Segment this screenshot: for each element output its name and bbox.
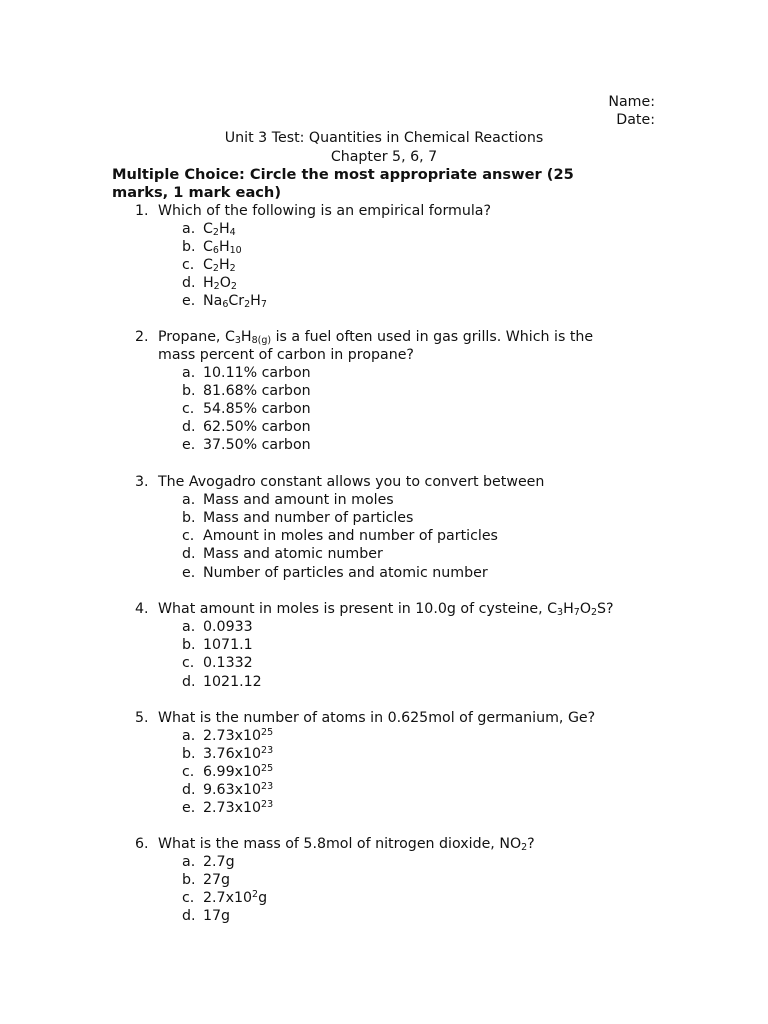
option-letter: b. <box>182 746 196 762</box>
option-text: 1071.1 <box>203 637 253 653</box>
option-letter: d. <box>182 419 196 435</box>
option-text: Mass and number of particles <box>203 510 414 526</box>
option-letter: c. <box>182 528 195 544</box>
option-letter: b. <box>182 637 196 653</box>
option-letter: b. <box>182 510 196 526</box>
option-letter: e. <box>182 800 196 816</box>
option-value: $9.63x10^{23}$ <box>203 781 274 798</box>
option-text: Mass and amount in moles <box>203 492 394 508</box>
option-text: 81.68% carbon <box>203 383 311 399</box>
option-letter: d. <box>182 674 196 690</box>
option-text: 17g <box>203 908 231 924</box>
option-text: 0.0933 <box>203 619 253 635</box>
option-letter: a. <box>182 221 196 237</box>
option-letter: b. <box>182 239 196 255</box>
option-value: $3.76x10^{23}$ <box>203 745 274 762</box>
option-letter: d. <box>182 275 196 291</box>
option-letter: c. <box>182 764 195 780</box>
section-heading-line-1: Multiple Choice: Circle the most appropriate answer (25 <box>112 166 574 183</box>
option-text: 54.85% carbon <box>203 401 311 417</box>
option-text: 1021.12 <box>203 674 262 690</box>
option-letter: d. <box>182 546 196 562</box>
option-text: Amount in moles and number of particles <box>203 528 498 544</box>
option-formula: $H_2O_2$ <box>203 275 237 292</box>
option-letter: c. <box>182 401 195 417</box>
test-title: Unit 3 Test: Quantities in Chemical Reactions <box>224 130 544 146</box>
question-number: 1. <box>135 203 149 219</box>
option-letter: e. <box>182 437 196 453</box>
option-letter: a. <box>182 728 196 744</box>
option-letter: a. <box>182 492 196 508</box>
option-letter: a. <box>182 854 196 870</box>
option-letter: a. <box>182 365 196 381</box>
student-info-header <box>608 93 655 129</box>
option-letter: b. <box>182 872 196 888</box>
section-heading <box>112 166 612 202</box>
option-value: $6.99x10^{25}$ <box>203 763 274 780</box>
name-label: Name: <box>608 94 655 110</box>
question-text: Propane, $C_3H_{8(g)}$ is a fuel often used in gas grills. Which is the mass percent of carbon in propane? <box>158 329 594 364</box>
question-text: What is the mass of 5.8mol of nitrogen dioxide, $NO_2$? <box>158 836 535 853</box>
option-value: $2.73x10^{25}$ <box>203 727 274 744</box>
option-text: 10.11% carbon <box>203 365 311 381</box>
option-text: 62.50% carbon <box>203 419 311 435</box>
question-number: 4. <box>135 601 149 617</box>
option-text: 37.50% carbon <box>203 437 311 453</box>
question-text: Which of the following is an empirical formula? <box>158 203 492 219</box>
option-text: 2.7g <box>203 854 235 870</box>
option-letter: d. <box>182 908 196 924</box>
option-letter: c. <box>182 655 195 671</box>
option-letter: d. <box>182 782 196 798</box>
option-letter: e. <box>182 293 196 309</box>
question-text: What is the number of atoms in 0.625mol of germanium, Ge? <box>158 710 596 726</box>
question-number: 3. <box>135 474 149 490</box>
question-number: 2. <box>135 329 149 345</box>
test-chapters: Chapter 5, 6, 7 <box>330 149 438 165</box>
option-value: $2.73x10^{23}$ <box>203 799 274 816</box>
option-letter: e. <box>182 565 196 581</box>
option-formula: $C_2H_4$ <box>203 221 236 238</box>
question-number: 5. <box>135 710 149 726</box>
option-letter: c. <box>182 257 195 273</box>
option-letter: a. <box>182 619 196 635</box>
date-label: Date: <box>616 112 655 129</box>
option-letter: c. <box>182 890 195 906</box>
section-heading-line-2: marks, 1 mark each) <box>112 184 281 202</box>
option-value: $2.7x10^2g$ <box>203 889 268 906</box>
option-text: 0.1332 <box>203 655 253 671</box>
question-text: What amount in moles is present in 10.0g of cysteine, $C_3H_7O_2S$? <box>158 601 614 618</box>
question-number: 6. <box>135 836 149 852</box>
option-text: Number of particles and atomic number <box>203 565 488 581</box>
option-formula: $Na_6Cr_2H_7$ <box>203 293 267 310</box>
option-formula: $C_2H_2$ <box>203 257 236 274</box>
option-formula: $C_6H_{10}$ <box>203 239 242 256</box>
option-text: 27g <box>203 872 231 888</box>
option-text: Mass and atomic number <box>203 546 383 562</box>
option-letter: b. <box>182 383 196 399</box>
question-text: The Avogadro constant allows you to convert between <box>158 474 545 490</box>
